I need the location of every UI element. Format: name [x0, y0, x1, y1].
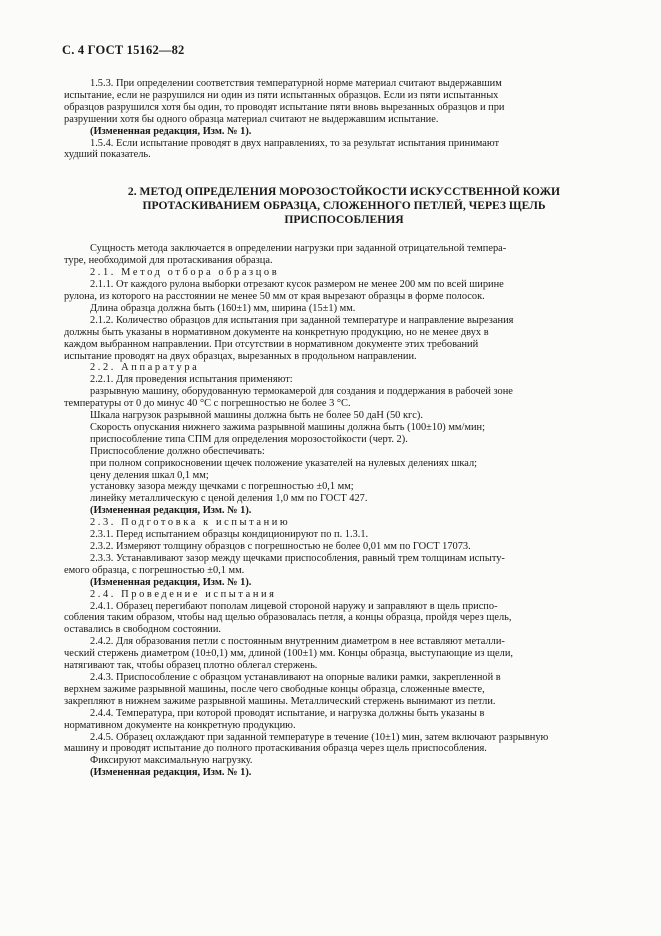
text-line: нормативном документе на конкретную продукцию. — [64, 719, 296, 731]
text-line: 2.4.1. Образец перегибают пополам лицевой стороной наружу и заправляют в щель приспо- — [90, 600, 498, 612]
page-header: С. 4 ГОСТ 15162—82 — [62, 43, 185, 57]
text-line: Фиксируют максимальную нагрузку. — [90, 755, 253, 767]
text-line: 1.5.3. При определении соответствия температурной норме материал считают выдержавшим — [90, 78, 502, 89]
amendment-note: (Измененная редакция, Изм. № 1). — [90, 576, 252, 588]
text-line: верхнем зажиме разрывной машины, после чего свободные концы образца, сложенные вместе, — [64, 683, 485, 695]
text-line: натягивают так, чтобы образец плотно облегал стержень. — [64, 660, 318, 672]
text-line: 2.1.2. Количество образцов для испытания при заданной температуре и направление вырезания — [90, 314, 514, 326]
text-line: ческий стержень диаметром (10±0,1) мм, длиной (100±1) мм. Концы образца, выступающие из щели, — [64, 648, 513, 660]
text-line: 2.4.2. Для образования петли с постоянным внутренним диаметром в нее вставляют металли- — [90, 636, 505, 648]
text-line: емого образца, с погрешностью ±0,1 мм. — [64, 564, 245, 576]
section-title-line: ПРИСПОСОБЛЕНИЯ — [284, 213, 404, 227]
text-line: 2.3.2. Измеряют толщину образцов с погрешностью не более 0,01 мм по ГОСТ 17073. — [90, 541, 471, 552]
text-line: испытание проводят на двух образцах, вырезанных в продольном направлении. — [64, 350, 417, 362]
text-line: 2.4.4. Температура, при которой проводят испытание, и нагрузка должны быть указаны в — [90, 707, 485, 719]
amendment-note: (Измененная редакция, Изм. № 1). — [90, 125, 252, 137]
section-body — [64, 243, 598, 779]
text-line: Длина образца должна быть (160±1) мм, ширина (15±1) мм. — [90, 302, 356, 314]
text-line: цену деления шкал 0,1 мм; — [90, 469, 209, 481]
text-line: 2.3.1. Перед испытанием образцы кондиционируют по п. 1.3.1. — [90, 529, 369, 541]
text-line: закрепляют в нижнем зажиме разрывной машины. Металлический стержень вынимают из петли. — [64, 695, 496, 707]
document-body — [64, 78, 598, 779]
text-line: 2.1.1. От каждого рулона выборки отрезают кусок размером не менее 200 мм по всей ширине — [90, 279, 504, 291]
text-line: каждом выбранном направлении. При отсутствии в нормативном документе этих требований — [64, 338, 479, 350]
section-title-line: 2. МЕТОД ОПРЕДЕЛЕНИЯ МОРОЗОСТОЙКОСТИ ИСКУССТВЕННОЙ КОЖИ — [127, 185, 561, 199]
text-line: машину и проводят испытание до полного протаскивания образца через щель приспособления. — [64, 743, 487, 755]
text-line: при полном соприкосновении щечек положение указателей на нулевых делениях шкал; — [90, 457, 478, 469]
text-line: образцов разрушился хотя бы один, то проводят испытание пяти вновь вырезанных образцов и при — [64, 101, 505, 113]
text-line: собления таким образом, чтобы над щелью образовалась петля, а концы образца, пройдя через щель, — [64, 612, 512, 624]
amendment-note: (Измененная редакция, Изм. № 1). — [90, 505, 252, 517]
subsection-heading: 2.4. Проведение испытания — [90, 588, 277, 600]
subsection-heading: 2.1. Метод отбора образцов — [90, 267, 280, 279]
text-line: должны быть указаны в нормативном документе на конкретную продукцию, но не менее двух в — [64, 326, 489, 338]
text-line: Сущность метода заключается в определении нагрузки при заданной отрицательной темпера- — [90, 243, 507, 255]
text-line: линейку металлическую с ценой деления 1,0 мм по ГОСТ 427. — [90, 493, 368, 505]
text-line: туре, необходимой для протаскивания образца. — [64, 255, 273, 267]
subsection-heading: 2.3. Подготовка к испытанию — [90, 517, 291, 529]
text-line: 1.5.4. Если испытание проводят в двух направлениях, то за результат испытания принимают — [90, 137, 500, 149]
text-line: Приспособление должно обеспечивать: — [90, 445, 265, 457]
text-line: оставались в свободном состоянии. — [64, 624, 221, 636]
text-line: Шкала нагрузок разрывной машины должна быть не более 50 даН (50 кгс). — [90, 410, 423, 422]
text-line: приспособление типа СПМ для определения морозостойкости (черт. 2). — [90, 433, 408, 445]
text-line: Скорость опускания нижнего зажима разрывной машины должна быть (100±10) мм/мин; — [90, 421, 485, 433]
text-line: рулона, из которого на расстоянии не менее 50 мм от края вырезают образцы в форме полосок. — [64, 290, 485, 302]
text-line: 2.3.3. Устанавливают зазор между щечками приспособления, равный трем толщинам испыту- — [90, 552, 505, 564]
text-line: 2.2.1. Для проведения испытания применяют: — [90, 374, 293, 386]
text-line: 2.4.5. Образец охлаждают при заданной температуре в течение (10±1) мин, затем включают разрывную — [90, 731, 549, 743]
text-line: разрушении хотя бы одного образца материал считают не выдержавшим испытание. — [64, 113, 439, 125]
text-line: 2.4.3. Приспособление с образцом устанавливают на опорные валики рамки, закрепленной в — [90, 671, 501, 683]
amendment-note: (Измененная редакция, Изм. № 1). — [90, 767, 252, 779]
section-title — [90, 185, 598, 227]
section-title-line: ПРОТАСКИВАНИЕМ ОБРАЗЦА, СЛОЖЕННОГО ПЕТЛЕЙ, ЧЕРЕЗ ЩЕЛЬ — [142, 199, 546, 213]
text-line: худший показатель. — [64, 149, 151, 161]
subsection-heading: 2.2. Аппаратура — [90, 362, 200, 374]
text-line: установку зазора между щечками с погрешностью ±0,1 мм; — [90, 481, 354, 493]
block-1-5-3 — [64, 78, 598, 161]
text-line: температуры от 0 до минус 40 °С с погрешностью не более 3 °С. — [64, 398, 351, 410]
text-line: разрывную машину, оборудованную термокамерой для создания и поддержания в рабочей зоне — [90, 386, 513, 398]
text-line: испытание, если не разрушился ни один из пяти испытанных образцов. Если из пяти испытанных — [64, 89, 499, 101]
